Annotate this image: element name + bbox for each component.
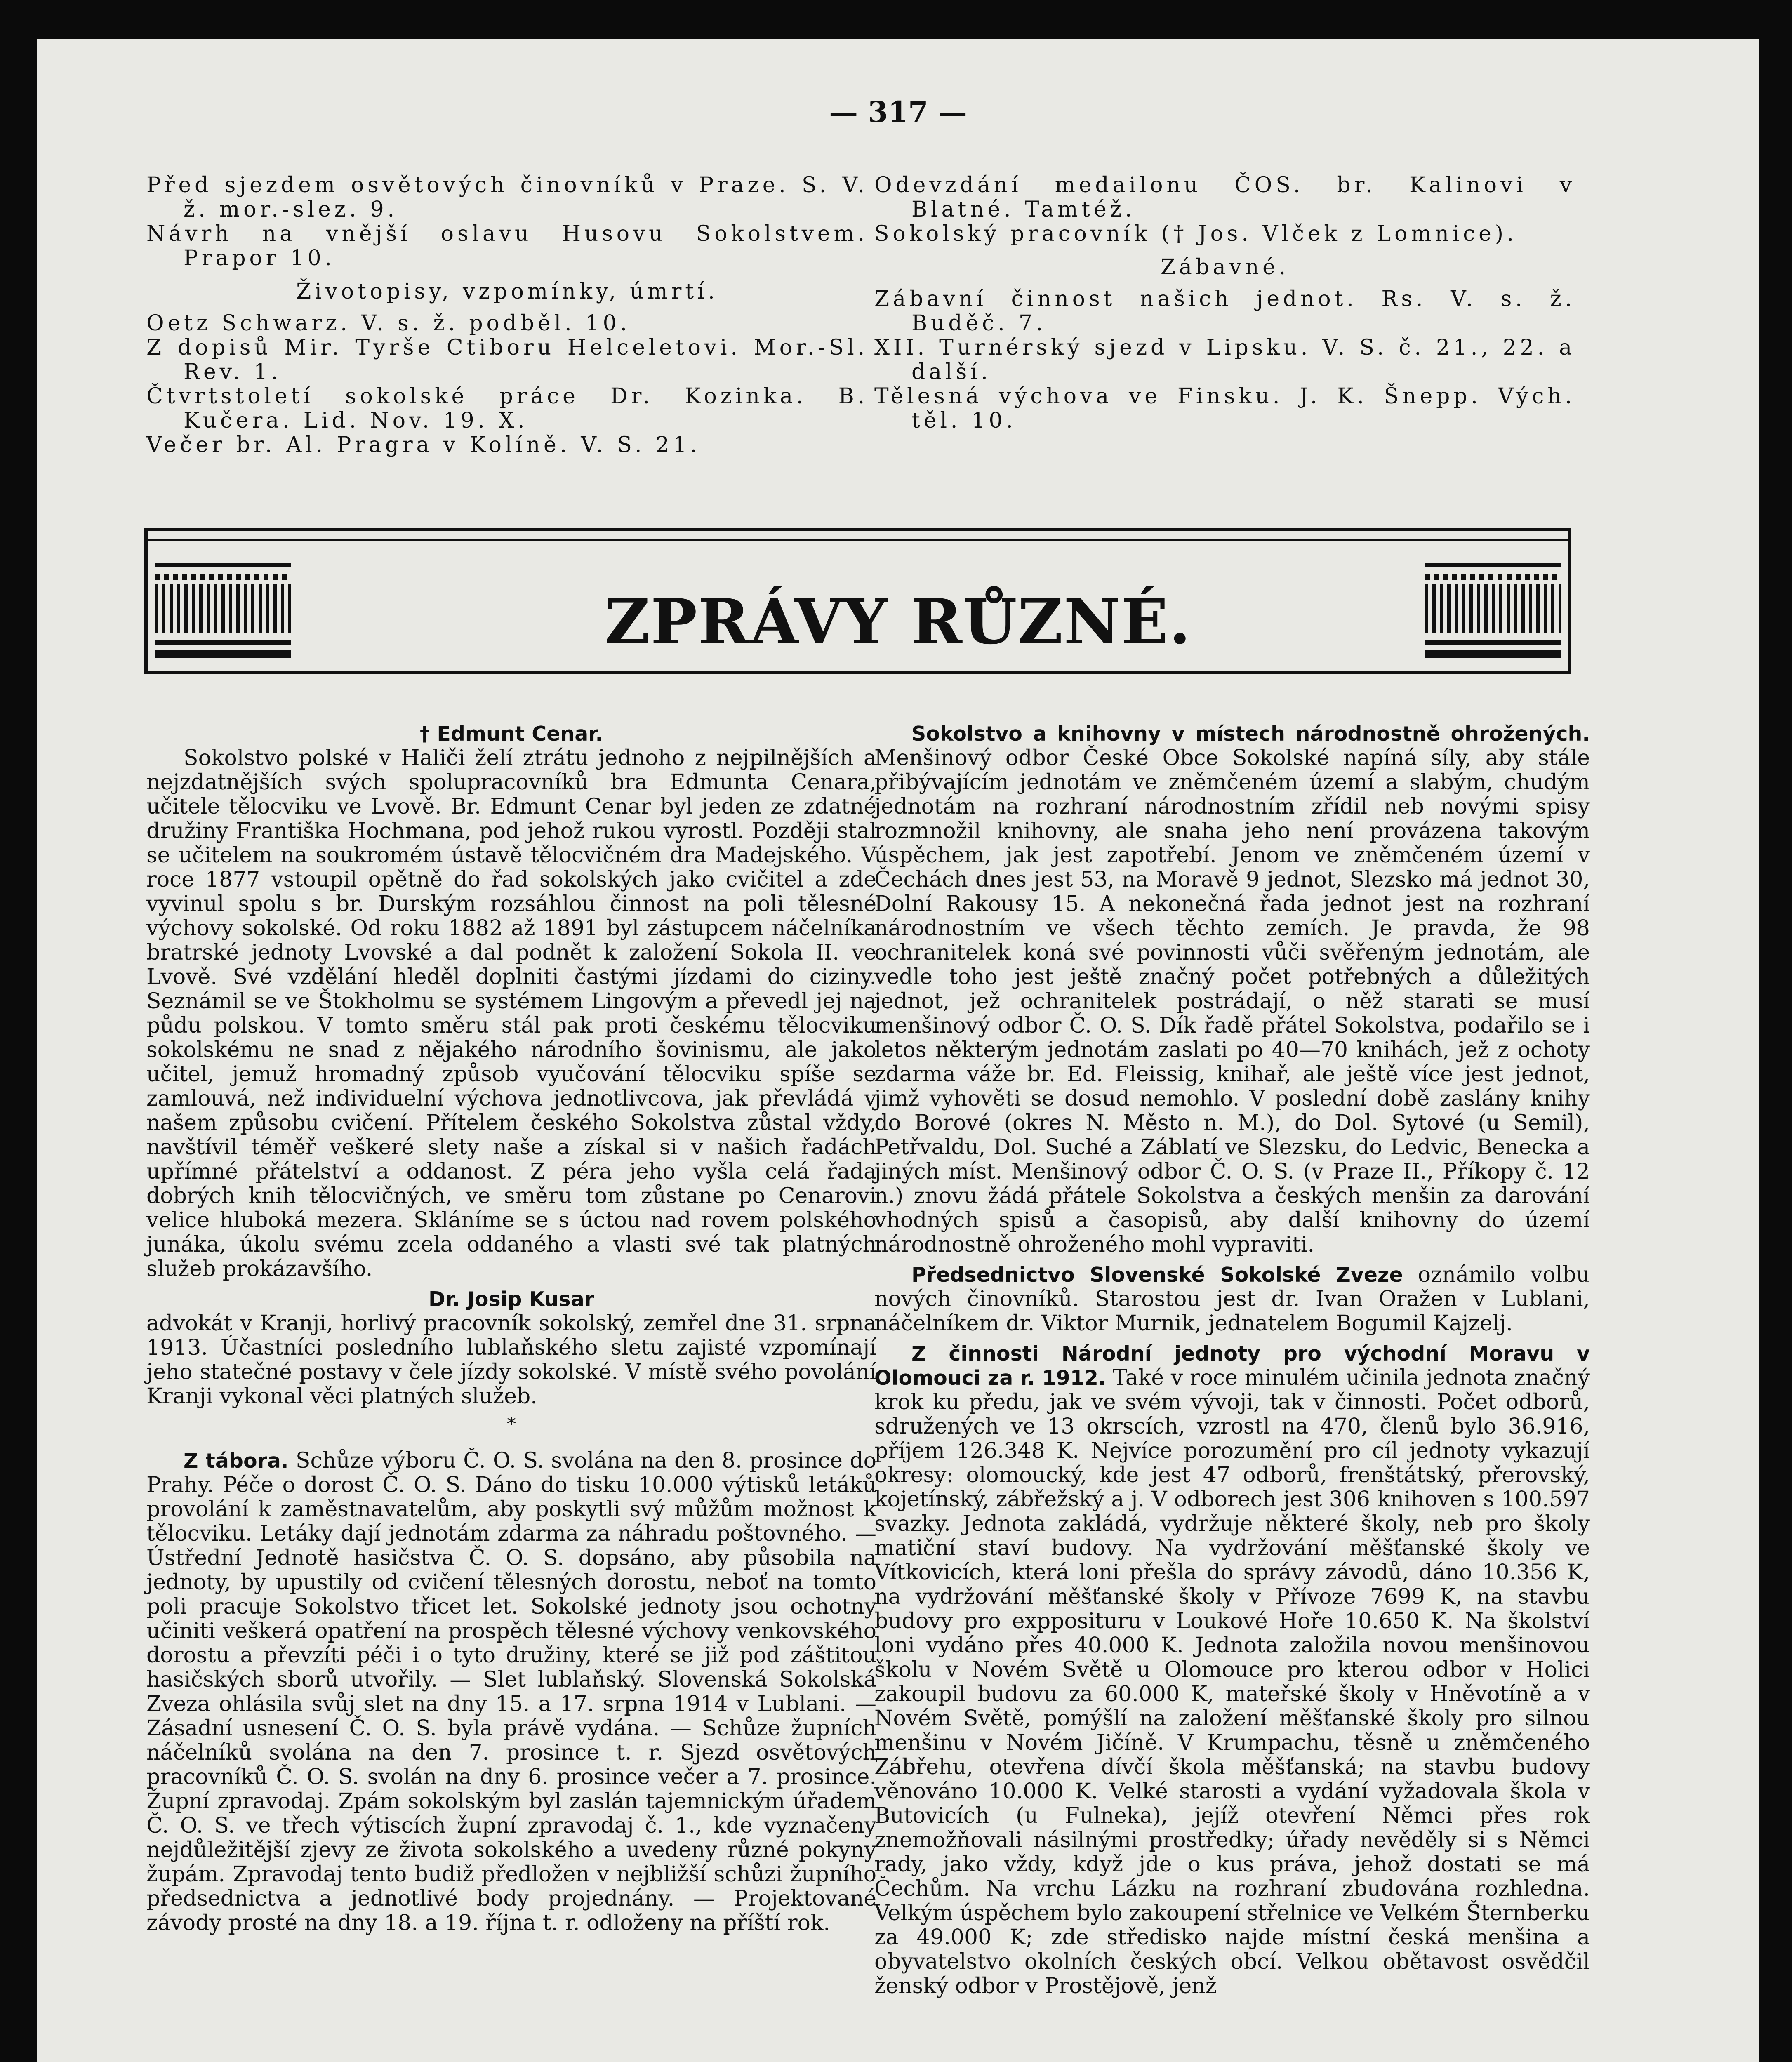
paragraph-lead: Z činnosti Národní jednoty pro východní Moravu v Olomouci za r. 1912. xyxy=(874,1342,1590,1390)
paragraph-text: oznámilo volbu nových činovníků. Starostou jest dr. Ivan Oražen v Lublani, náčelníkem dr. Viktor Murnik, jednatelem Bogumil Kajzelj. xyxy=(874,1262,1590,1336)
list-item: Čtvrtstoletí sokolské práce Dr. Kozinka. B. Kučera. Lid. Nov. 19. X. xyxy=(146,384,868,433)
news-paragraph xyxy=(874,722,1590,1257)
top-right-column xyxy=(874,173,1575,433)
list-item: Před sjezdem osvětových činovníků v Praze. S. V. ž. mor.-slez. 9. xyxy=(146,173,868,222)
page-number: — 317 — xyxy=(829,95,967,129)
list-item: Návrh na vnější oslavu Husovu Sokolstvem. Prapor 10. xyxy=(146,221,868,271)
list-item: XII. Turnérský sjezd v Lipsku. V. S. č. 21., 22. a další. xyxy=(874,335,1575,384)
obituary-heading: † Edmunt Cenar. xyxy=(419,722,603,746)
obituary-text: Sokolstvo polské v Haliči želí ztrátu jednoho z nejpilnějších a nejzdatnějších svých spolupracovníků bra Edmunta Cenara, učitele tělocviku ve Lvově. Br. Edmunt Cenar byl jeden ze zdatné družiny Františka Hochmana, pod jehož rukou vyrostl. Později stal se učitelem na soukromém ústavě tělocvičném dra Madejského. V roce 1877 vstoupil opětně do řad sokolských jako cvičitel a zde vyvinul spolu s br. Durským rozsáhlou činnost na poli tělesné výchovy sokolské. Od roku 1882 až 1891 byl zástupcem náčelníka bratrské jednoty Lvovské a dal podnět k založení Sokola II. ve Lvově. Své vzdělání hleděl doplniti častými jízdami do ciziny. Seznámil se ve Štokholmu se systémem Lingovým a převedl jej na půdu polskou. V tomto směru stál pak proti českému tělocviku sokolskému ne snad z nějakého národního šovinismu, ale jako učitel, jemuž hromadný způsob vyučování tělocviku spíše se zamlouvá, než individuelní výchova jednotlivcova, jak převládá v našem způsobu cvičení. Přítelem českého Sokolstva zůstal vždy, navštívil téměř veškeré slety naše a získal si v našich řadách upřímné přátelství a oddanost. Z péra jeho vyšla celá řada dobrých knih tělocvičných, ve směru tom zůstane po Cenarovi velice hluboká mezera. Skláníme se s úctou nad rovem polského junáka, úkolu svému zcela oddaného a vlasti své tak platných služeb prokázavšího. xyxy=(146,746,876,1281)
paragraph-lead: Sokolstvo a knihovny v místech národnostně ohrožených. xyxy=(911,722,1590,746)
section-heading: Zábavné. xyxy=(1160,255,1290,280)
section-heading: Životopisy, vzpomínky, úmrtí. xyxy=(296,279,718,304)
paragraph-text: Také v roce minulém učinila jednota značný krok ku předu, jak ve svém vývoji, tak v činnosti. Počet odborů, sdružených ve 13 okrscích, vzrostl na 470, členů bylo 36.916, příjem 126.348 K. Nejvíce porozumění pro cíl jednoty vykazují okresy: olomoucký, kde jest 47 odborů, frenštátský, přerovský, kojetínský, zábřežský a j. V odborech jest 306 knihoven s 100.597 svazky. Jednota zakládá, vydržuje některé školy, neb pro školy matiční staví budovy. Na vydržování měšťanské školy ve Vítkovicích, která loni přešla do správy závodů, dáno 10.356 K, na vydržování měšťanské školy v Přívoze 7699 K, na stavbu budovy pro expposituru v Loukové Hoře 10.650 K. Na školství loni vydáno přes 40.000 K. Jednota založila novou menšinovou školu v Novém Světě u Olomouce pro kterou odbor v Holici zakoupil budovu za 60.000 K, mateřské školy v Hněvotíně a v Novém Světě, pomýšlí na založení měšťanské školy pro silnou menšinu v Novém Jičíně. V Krumpachu, těsně u zněmčeného Zábřehu, otevřena dívčí škola měšťanská; na stavbu budovy věnováno 10.000 K. Velké starosti a vydání vyžadovala škola v Butovicích (u Fulneka), jejíž otevření Němci přes rok znemožňovali násilnými prostředky; úřady nevěděly si s Němci rady, jako vždy, když jde o kus práva, jehož dostati se má Čechům. Na vrchu Lázku na rozhraní zbudována rozhledna. Velkým úspěchem bylo zakoupení střelnice ve Velkém Šternberku za 49.000 K; zde středisko najde místní česká menšina a obyvatelstvo okolních českých obcí. Velkou obětavost osvědčil ženský odbor v Prostějově, jenž xyxy=(874,1365,1590,1998)
news-paragraph xyxy=(146,1449,876,1935)
paragraph-text: Menšinový odbor České Obce Sokolské napíná síly, aby stále přibývajícím jednotám ve zněmčeném území a slabým, chudým jednotám na rozhraní národnostním zřídil neb novými spisy rozmnožil knihovny, ale snaha jeho není provázena takovým úspěchem, jak jest zapotřebí. Jenom ve zněmčeném území v Čechách dnes jest 53, na Moravě 9 jednot, Slezsko má jednot 30, Dolní Rakousy 15. A nekonečná řada jednot jest na rozhraní národnostním ve všech těchto zemích. Je pravda, že 98 ochranitelek koná své povinnosti vůči svěřeným jednotám, ale vedle toho jest ještě značný počet potřebných a důležitých jednot, jež ochranitelek postrádají, o něž starati se musí menšinový odbor Č. O. S. Dík řadě přátel Sokolstva, podařilo se i letos některým jednotám zaslati po 40—70 knihách, jež z ochoty zdarma váže br. Ed. Fleissig, knihař, ale ještě více jest jednot, jimž vyhověti se dosud nemohlo. V poslední době zaslány knihy do Borové (okres N. Město n. M.), do Dol. Sytové (u Semil), Petřvaldu, Dol. Suché a Záblatí ve Slezsku, do Ledvic, Benecka a jiných míst. Menšinový odbor Č. O. S. (v Praze II., Příkopy č. 12 n.) znovu žádá přátele Sokolstva a českých menšin za darování vhodných spisů a časopisů, aby další knihovny do území národnostně ohroženého mohl vypraviti. xyxy=(874,746,1590,1257)
list-item: Zábavní činnost našich jednot. Rs. V. s. ž. Buděč. 7. xyxy=(874,287,1575,336)
list-item: Tělesná výchova ve Finsku. J. K. Šnepp. Vých. těl. 10. xyxy=(874,384,1575,433)
list-item: Večer br. Al. Pragra v Kolíně. V. S. 21. xyxy=(146,433,701,457)
paragraph-text: Schůze výboru Č. O. S. svolána na den 8. prosince do Prahy. Péče o dorost Č. O. S. Dáno do tisku 10.000 výtisků letáků provolání k zaměstnavatelům, aby poskytli svý můžům možnost k tělocviku. Letáky dají jednotám zdarma za náhradu poštovného. — Ústřední Jednotě hasičstva Č. O. S. dopsáno, aby působila na jednoty, by upustily od cvičení tělesných dorostu, neboť na tomto poli pracuje Sokolstvo třicet let. Sokolské jednoty jsou ochotny učiniti veškerá opatření na prospěch tělesné výchovy venkovského dorostu a převzíti péči i o tyto družiny, které se již pod záštitou hasičských sborů utvořily. — Slet lublaňský. Slovenská Sokolská Zveza ohlásila svůj slet na dny 15. a 17. srpna 1914 v Lublani. — Zásadní usnesení Č. O. S. byla právě vydána. — Schůze župních náčelníků svolána na den 7. prosince t. r. Sjezd osvětových pracovníků Č. O. S. svolán na dny 6. prosince večer a 7. prosince. Župní zpravodaj. Zpám sokolským byl zaslán tajemnickým úřadem Č. O. S. ve třech výtiscích župní zpravodaj č. 1., kde vyznačeny nejdůležitější zjevy ze života sokolského a uvedeny různé pokyny župám. Zpravodaj tento budiž předložen v nejbližší schůzi župního předsednictva a jednotlivé body projednány. — Projektované závody prosté na dny 18. a 19. října t. r. odloženy na příští rok. xyxy=(146,1448,876,1935)
list-item: Odevzdání medailonu ČOS. br. Kalinovi v Blatné. Tamtéž. xyxy=(874,173,1575,222)
page xyxy=(37,39,1759,2062)
news-paragraph xyxy=(874,1263,1590,1336)
separator: * xyxy=(507,1414,516,1435)
banner-title: ZPRÁVY RŮZNÉ. xyxy=(605,586,1192,658)
top-left-column xyxy=(146,173,868,457)
list-item: Sokolský pracovník († Jos. Vlček z Lomnice). xyxy=(874,221,1518,246)
main-left-column xyxy=(146,722,876,1935)
obituary-text: advokát v Kranji, horlivý pracovník sokolský, zemřel dne 31. srpna 1913. Účastníci posledního lublaňského sletu zajisté vzpomínají jeho statečné postavy v čele jízdy sokolské. V místě svého povolání Kranji vykonal věci platných služeb. xyxy=(146,1311,876,1409)
list-item: Z dopisů Mir. Tyrše Ctiboru Helceletovi. Mor.-Sl. Rev. 1. xyxy=(146,335,868,384)
list-item: Oetz Schwarz. V. s. ž. podběl. 10. xyxy=(146,311,631,336)
paragraph-lead: Předsednictvo Slovenské Sokolské Zveze xyxy=(911,1263,1403,1287)
paragraph-lead: Z tábora. xyxy=(184,1449,289,1473)
news-paragraph xyxy=(874,1342,1590,1998)
banner-rule xyxy=(148,539,1568,541)
obituary-heading: Dr. Josip Kusar xyxy=(429,1288,594,1311)
main-right-column xyxy=(874,722,1590,1998)
